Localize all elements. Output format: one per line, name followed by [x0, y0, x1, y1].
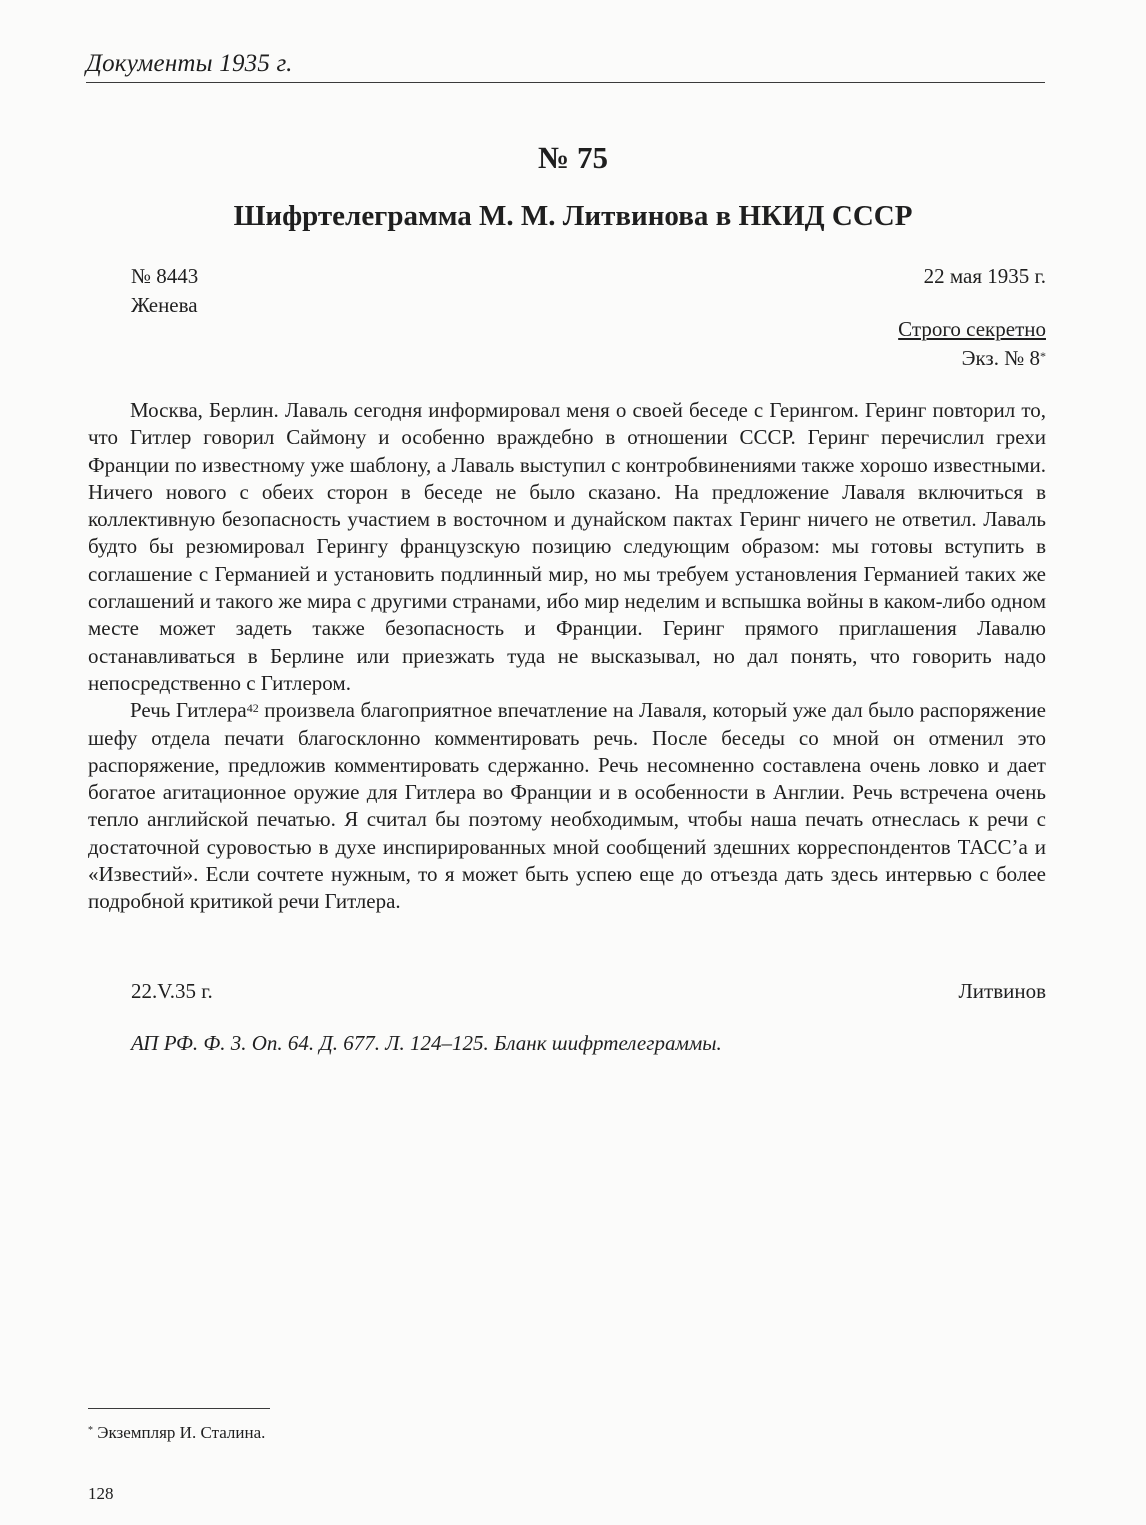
copy-footnote-mark: * [1040, 349, 1046, 363]
telegram-date: 22 мая 1935 г. [923, 264, 1046, 288]
header-rule [86, 82, 1045, 83]
signature-name: Литвинов [958, 979, 1046, 1003]
body-paragraph-2 [88, 697, 1046, 915]
telegram-number: № 8443 [131, 264, 199, 288]
classification-block [898, 315, 1046, 373]
running-head: Документы 1935 г. [86, 50, 293, 77]
telegram-place: Женева [131, 293, 198, 317]
archive-source: АП РФ. Ф. 3. Оп. 64. Д. 677. Л. 124–125. Бланк шифртелеграммы. [131, 1031, 722, 1055]
paragraph-2-rest: произвела благоприятное впечатление на Лаваля, который уже дал было распоряжение шефу отдела печати благосклонно комментировать речь. После беседы со мной он отменил это распоряжение, предложив комментировать сдержанно. Речь несомненно составлена очень ловко и дает богатое агитационное оружие для Гитлера во Франции и в особенности в Англии. Речь встречена очень тепло английской печатью. Я считал бы поэтому необходимым, чтобы наша печать отнеслась к речи с достаточной суровостью в духе инспирированных мной сообщений здешних корреспондентов ТАСС’а и «Известий». Если сочтете нужным, то я может быть успею еще до отъезда дать здесь интервью с более подробной критикой речи Гитлера. [88, 698, 1046, 914]
telegram-meta-left [131, 262, 198, 320]
document-title: Шифртелеграмма М. М. Литвинова в НКИД СССР [233, 200, 913, 232]
footnote-text: Экземпляр И. Сталина. [93, 1423, 266, 1442]
paragraph-2-start: Речь Гитлера [130, 698, 247, 723]
signature-date: 22.V.35 г. [131, 979, 213, 1003]
footnote [88, 1423, 265, 1443]
telegram-body [88, 397, 1046, 916]
document-number: № 75 [538, 140, 608, 175]
classification-label: Строго секретно [898, 317, 1046, 341]
endnote-ref-42: 42 [246, 701, 259, 716]
page-number: 128 [88, 1484, 114, 1503]
footnote-rule [88, 1408, 270, 1409]
copy-label-line [898, 344, 1046, 373]
copy-label: Экз. № 8 [961, 346, 1040, 370]
body-paragraph-1: Москва, Берлин. Лаваль сегодня информировал меня о своей беседе с Герингом. Геринг повторил то, что Гитлер говорил Саймону и особенно враждебно в отношении СССР. Геринг перечислил грехи Франции по известному уже шаблону, а Лаваль выступил с контробвинениями также хорошо известными. Ничего нового с обеих сторон в беседе не было сказано. На предложение Лаваля включиться в коллективную безопасность участием в восточном и дунайском пактах Геринг ничего не ответил. Лаваль будто бы резюмировал Герингу французскую позицию следующим образом: мы готовы вступить в соглашение с Германией и установить подлинный мир, но мы требуем установления Германией таких же соглашений и такого же мира с другими странами, ибо мир неделим и вспышка войны в каком-либо одном месте может задеть также безопасность и Франции. Геринг прямого приглашения Лавалю останавливаться в Берлине или приезжать туда не высказывал, но дал понять, что говорить надо непосредственно с Гитлером. [88, 398, 1046, 695]
footnote-mark: * [88, 1425, 93, 1436]
